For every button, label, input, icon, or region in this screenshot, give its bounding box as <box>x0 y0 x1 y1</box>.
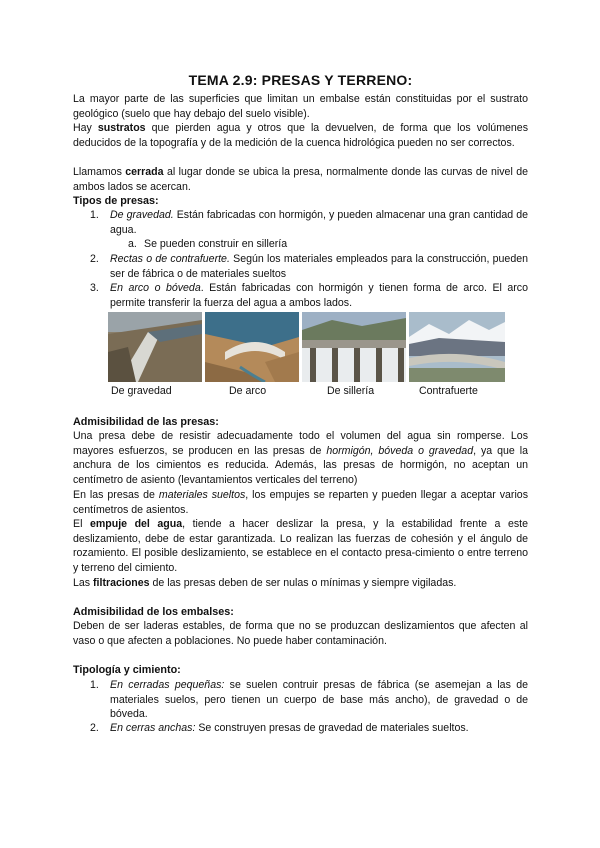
text-span: que pierden agua y otros que la devuelven, de forma que los volúmenes deducidos de la topografía y de la medición de la cuenca hidrológica pueden no ser correctos. <box>73 122 528 149</box>
text-span: Según los materiales empleados para la construcción, pueden ser de fábrica o de materiales sueltos <box>110 253 528 280</box>
list-item <box>110 281 528 310</box>
paragraph <box>73 576 528 591</box>
text-span: Hay <box>73 122 98 134</box>
paragraph <box>73 429 528 487</box>
list-number: 2. <box>90 722 99 734</box>
page-title: TEMA 2.9: PRESAS Y TERRENO: <box>188 72 413 88</box>
list-number: 2. <box>90 253 99 265</box>
list-number: 3. <box>90 282 99 294</box>
text-span: Una presa debe de resistir adecuadamente todo el volumen del agua sin romperse. Los mayores esfuerzos, se producen en las presas de <box>73 430 528 457</box>
dam-gravity-photo <box>108 312 202 382</box>
sub-list-item: Se pueden construir en sillería <box>144 238 288 250</box>
text-span: . Están fabricadas con hormigón y tienen forma de arco. El arco permite transferir la fuerza del agua a ambos lados. <box>110 282 528 309</box>
figure-caption: De gravedad <box>111 385 172 397</box>
intro-paragraph-2 <box>73 121 528 150</box>
text-span: Están fabricadas con hormigón, y pueden almacenar una gran cantidad de agua. <box>110 209 529 236</box>
list-number: 1. <box>90 679 99 691</box>
italic-term: Rectas o de contrafuerte. <box>110 253 230 265</box>
list-number: 1. <box>90 209 99 221</box>
list-item <box>110 252 528 281</box>
sub-list-letter: a. <box>128 238 137 250</box>
list-item <box>110 721 528 736</box>
paragraph: Deben de ser laderas estables, de forma que no se produzcan deslizamientos que afecten al vaso o que afecten a poblaciones. No puede haber contaminación. <box>73 620 528 647</box>
text-span: Las <box>73 577 94 589</box>
italic-term: hormigón, bóveda o gravedad <box>326 444 474 457</box>
italic-term: De gravedad. <box>110 209 174 221</box>
section-heading-tipologia: Tipología y cimiento: <box>73 664 181 676</box>
text-span: al lugar donde se ubica la presa, normalmente donde las curvas de nivel de ambos lados se acercan. <box>73 166 528 193</box>
section-heading-admisibilidad-embalses: Admisibilidad de los embalses: <box>73 606 234 618</box>
text-span: , los empujes se reparten y pueden llegar a aceptar varios centímetros de asientos. <box>73 489 528 516</box>
intro-paragraph-3 <box>73 165 528 194</box>
intro-paragraph-1: La mayor parte de las superficies que limitan un embalse están constituidas por el sustrato geológico (suelo que hay debajo del suelo visible). <box>73 93 528 120</box>
paragraph <box>73 488 528 517</box>
figure-caption: De arco <box>229 385 267 397</box>
bold-term: cerrada <box>125 166 164 178</box>
italic-term: En arco o bóveda <box>110 282 201 294</box>
italic-term: En cerras anchas: <box>110 722 196 734</box>
paragraph <box>73 517 528 575</box>
list-item <box>110 208 528 237</box>
text-span: de las presas deben de ser nulas o mínimas y siempre vigiladas. <box>149 577 457 589</box>
text-span: , ya que la anchura de los cimientos es reducida. Además, las presas de hormigón, no aceptan un centímetro de asiento (levantamientos verticales del terreno) <box>73 444 528 486</box>
figure-caption: Contrafuerte <box>419 385 478 397</box>
list-item <box>110 678 528 722</box>
dam-masonry-photo <box>302 312 406 382</box>
text-span: se suelen contruir presas de fábrica (se asemejan a las de materiales suelos, pero tienen un cuerpo de base más ancho), de gravedad o de bóveda. <box>110 679 528 721</box>
dam-arch-photo <box>205 312 299 382</box>
italic-term: En cerradas pequeñas: <box>110 679 225 691</box>
text-span: , tiende a hacer deslizar la presa, y la estabilidad frente a este deslizamiento, debe de estar garantizada. Lo realizan las fuerzas de cohesión y el ángulo de rozamiento. El posible deslizamiento, se establece en el contacto presa-cimiento o entre terreno y terreno del cimiento. <box>73 518 528 574</box>
italic-term: materiales sueltos <box>158 489 246 501</box>
bold-term: empuje del agua <box>89 518 183 530</box>
text-span: El <box>73 518 90 530</box>
dam-buttress-photo <box>409 312 505 382</box>
text-span: Se construyen presas de gravedad de materiales sueltos. <box>195 722 469 734</box>
section-heading-admisibilidad-presas: Admisibilidad de las presas: <box>73 416 219 428</box>
text-span: Llamamos <box>73 166 126 178</box>
bold-term: filtraciones <box>93 577 150 589</box>
text-span: En las presas de <box>73 489 159 501</box>
bold-term: sustratos <box>97 122 146 134</box>
section-heading-tipos: Tipos de presas: <box>73 195 159 207</box>
figure-caption: De sillería <box>327 385 375 397</box>
